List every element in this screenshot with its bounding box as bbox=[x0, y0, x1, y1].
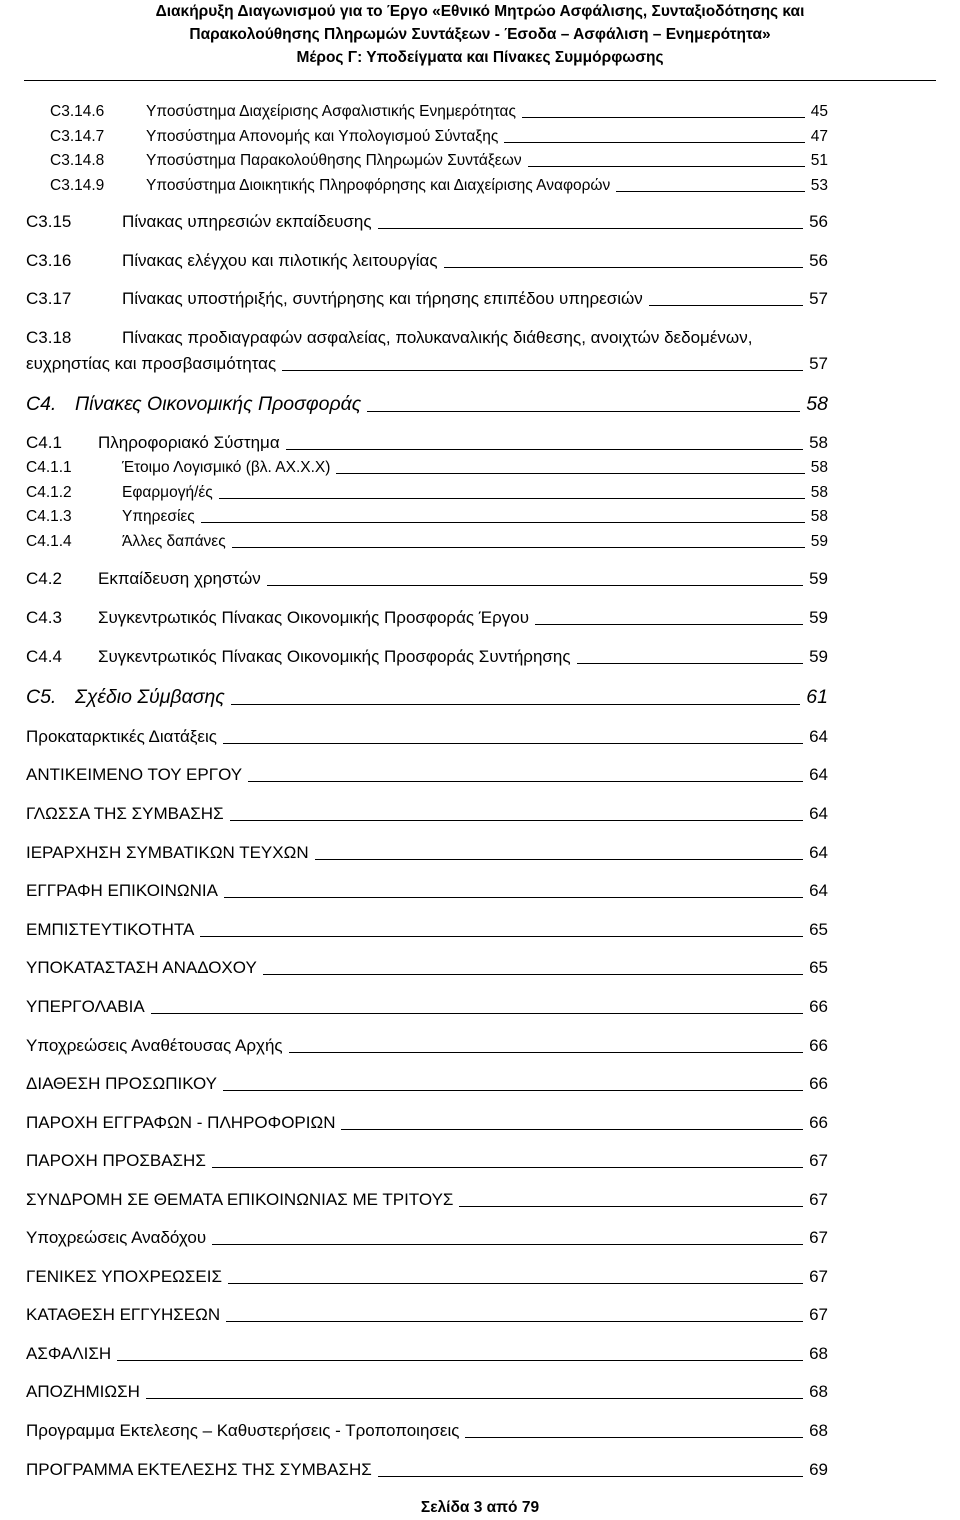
toc-entry[interactable]: ΚΑΤΑΘΕΣΗ ΕΓΓΥΗΣΕΩΝ 67 bbox=[26, 1305, 828, 1324]
toc-page: 59 bbox=[810, 533, 828, 550]
toc-page: 67 bbox=[809, 1228, 828, 1247]
toc-entry[interactable]: ΣΥΝΔΡΟΜΗ ΣΕ ΘΕΜΑΤΑ ΕΠΙΚΟΙΝΩΝΙΑΣ ΜΕ ΤΡΙΤΟΥΣ 67 bbox=[26, 1190, 828, 1209]
toc-entry[interactable]: ΑΠΟΖΗΜΙΩΣΗ 68 bbox=[26, 1382, 828, 1401]
toc-page: 66 bbox=[809, 997, 828, 1016]
toc-page: 67 bbox=[809, 1151, 828, 1170]
toc-leader bbox=[315, 859, 803, 860]
toc-entry[interactable]: ΑΝΤΙΚΕΙΜΕΝΟ ΤΟΥ ΕΡΓΟΥ 64 bbox=[26, 765, 828, 784]
toc-entry[interactable]: C4.4 Συγκεντρωτικός Πίνακας Οικονομικής Προσφοράς Συντήρησης 59 bbox=[26, 647, 828, 666]
toc-page: 56 bbox=[809, 251, 828, 270]
toc-entry[interactable]: C3.16 Πίνακας ελέγχου και πιλοτικής λειτουργίας 56 bbox=[26, 251, 828, 270]
toc-leader bbox=[223, 1090, 803, 1091]
toc-entry[interactable]: C3.14.7 Υποσύστημα Απονομής και Υπολογισμού Σύνταξης 47 bbox=[50, 128, 828, 145]
toc-leader bbox=[231, 704, 801, 705]
toc-leader bbox=[341, 1129, 803, 1130]
toc-leader bbox=[151, 1013, 803, 1014]
header-line-2: Παρακολούθησης Πληρωμών Συντάξεων - Έσοδα – Ασφάλιση – Ενημερότητα» bbox=[189, 26, 771, 43]
toc-page: 66 bbox=[809, 1074, 828, 1093]
toc-entry[interactable]: ΓΛΩΣΣΑ ΤΗΣ ΣΥΜΒΑΣΗΣ 64 bbox=[26, 804, 828, 823]
toc-entry[interactable]: ΓΕΝΙΚΕΣ ΥΠΟΧΡΕΩΣΕΙΣ 67 bbox=[26, 1267, 828, 1286]
toc-leader bbox=[230, 820, 804, 821]
toc-leader bbox=[201, 522, 805, 523]
header-line-1: Διακήρυξη Διαγωνισμού για το Έργο «Εθνικό Μητρώο Ασφάλισης, Συνταξιοδότησης και bbox=[155, 3, 805, 20]
toc-page: 68 bbox=[809, 1421, 828, 1440]
toc-page: 64 bbox=[809, 843, 828, 862]
toc-page: 59 bbox=[809, 647, 828, 666]
toc-entry[interactable]: ΠΡΟΓΡΑΜΜΑ ΕΚΤΕΛΕΣΗΣ ΤΗΣ ΣΥΜΒΑΣΗΣ 69 bbox=[26, 1460, 828, 1479]
toc-page: 59 bbox=[809, 569, 828, 588]
toc-page: 58 bbox=[810, 508, 828, 525]
toc-page: 68 bbox=[809, 1344, 828, 1363]
toc-entry[interactable]: C3.14.8 Υποσύστημα Παρακολούθησης Πληρωμών Συντάξεων 51 bbox=[50, 152, 828, 169]
toc-leader bbox=[367, 411, 800, 412]
toc-leader bbox=[378, 228, 804, 229]
toc-entry[interactable]: ΥΠΕΡΓΟΛΑΒΙΑ 66 bbox=[26, 997, 828, 1016]
toc-page: 66 bbox=[809, 1036, 828, 1055]
toc-entry[interactable]: C4.1.3 Υπηρεσίες 58 bbox=[26, 508, 828, 525]
toc-entry[interactable]: ΥΠΟΚΑΤΑΣΤΑΣΗ ΑΝΑΔΟΧΟΥ 65 bbox=[26, 958, 828, 977]
toc-page: 57 bbox=[809, 354, 828, 373]
toc-entry[interactable]: C4.1.2 Εφαρμογή/ές 58 bbox=[26, 484, 828, 501]
toc-entry[interactable]: C4.3 Συγκεντρωτικός Πίνακας Οικονομικής Προσφοράς Έργου 59 bbox=[26, 608, 828, 627]
toc-page: 57 bbox=[809, 289, 828, 308]
toc-leader bbox=[200, 936, 803, 937]
toc-entry[interactable]: ΙΕΡΑΡΧΗΣΗ ΣΥΜΒΑΤΙΚΩΝ ΤΕΥΧΩΝ 64 bbox=[26, 843, 828, 862]
toc-leader bbox=[286, 449, 803, 450]
toc-entry[interactable]: C4.2 Εκπαίδευση χρηστών 59 bbox=[26, 569, 828, 588]
toc-entry[interactable]: Προκαταρκτικές Διατάξεις 64 bbox=[26, 727, 828, 746]
toc-entry[interactable]: ΕΓΓΡΑΦΗ ΕΠΙΚΟΙΝΩΝΙΑ 64 bbox=[26, 881, 828, 900]
toc-page: 58 bbox=[809, 433, 828, 452]
toc-entry[interactable]: ΠΑΡΟΧΗ ΠΡΟΣΒΑΣΗΣ 67 bbox=[26, 1151, 828, 1170]
toc-page: 53 bbox=[810, 177, 828, 194]
toc-leader bbox=[223, 743, 803, 744]
toc-entry[interactable]: ΕΜΠΙΣΤΕΥΤΙΚΟΤΗΤΑ 65 bbox=[26, 920, 828, 939]
toc-page: 61 bbox=[806, 686, 828, 708]
toc-page: 65 bbox=[809, 920, 828, 939]
toc-page: 64 bbox=[809, 804, 828, 823]
toc-entry[interactable]: C3.17 Πίνακας υποστήριξής, συντήρησης και τήρησης επιπέδου υπηρεσιών 57 bbox=[26, 289, 828, 308]
toc-entry[interactable]: ΑΣΦΑΛΙΣΗ 68 bbox=[26, 1344, 828, 1363]
toc-entry[interactable]: C3.14.6 Υποσύστημα Διαχείρισης Ασφαλιστικής Ενημερότητας 45 bbox=[50, 103, 828, 120]
toc-page: 64 bbox=[809, 765, 828, 784]
toc-page: 65 bbox=[809, 958, 828, 977]
toc-page: 67 bbox=[809, 1267, 828, 1286]
toc-page: 58 bbox=[806, 393, 828, 415]
toc-page: 67 bbox=[809, 1190, 828, 1209]
toc-page: 67 bbox=[809, 1305, 828, 1324]
toc-chapter[interactable]: C5. Σχέδιο Σύμβασης 61 bbox=[26, 686, 828, 708]
toc-leader bbox=[528, 166, 805, 167]
toc-page: 56 bbox=[809, 212, 828, 231]
toc-page: 59 bbox=[809, 608, 828, 627]
toc-leader bbox=[248, 781, 803, 782]
toc-leader bbox=[228, 1283, 803, 1284]
toc-entry[interactable]: ΠΑΡΟΧΗ ΕΓΓΡΑΦΩΝ - ΠΛΗΡΟΦΟΡΙΩΝ 66 bbox=[26, 1113, 828, 1132]
toc-entry[interactable]: C4.1.1 Έτοιμο Λογισμικό (βλ. ΑΧ.Χ.Χ) 58 bbox=[26, 459, 828, 476]
toc-entry[interactable]: C3.14.9 Υποσύστημα Διοικητικής Πληροφόρησης και Διαχείρισης Αναφορών 53 bbox=[50, 177, 828, 194]
toc-leader bbox=[378, 1476, 803, 1477]
toc-leader bbox=[616, 191, 804, 192]
toc-entry[interactable]: Υποχρεώσεις Αναδόχου 67 bbox=[26, 1228, 828, 1247]
toc-page: 69 bbox=[809, 1460, 828, 1479]
toc-chapter[interactable]: C4. Πίνακες Οικονομικής Προσφοράς 58 bbox=[26, 393, 828, 415]
toc-page: 64 bbox=[809, 727, 828, 746]
toc-leader bbox=[504, 142, 804, 143]
toc-leader bbox=[459, 1206, 803, 1207]
toc-page: 58 bbox=[810, 459, 828, 476]
toc-leader bbox=[522, 117, 805, 118]
toc-leader bbox=[232, 547, 805, 548]
toc-entry[interactable]: Υποχρεώσεις Αναθέτουσας Αρχής 66 bbox=[26, 1036, 828, 1055]
toc-leader bbox=[117, 1360, 803, 1361]
toc-leader bbox=[267, 585, 803, 586]
toc-leader bbox=[263, 974, 803, 975]
toc-leader bbox=[535, 624, 803, 625]
toc-leader bbox=[444, 267, 804, 268]
toc-page: 58 bbox=[810, 484, 828, 501]
toc-leader bbox=[282, 370, 803, 371]
toc-leader bbox=[577, 663, 804, 664]
toc-entry[interactable]: C4.1.4 Άλλες δαπάνες 59 bbox=[26, 533, 828, 550]
toc-leader bbox=[212, 1167, 803, 1168]
toc-leader bbox=[289, 1052, 803, 1053]
toc-page: 64 bbox=[809, 881, 828, 900]
toc-leader bbox=[226, 1321, 803, 1322]
toc-leader bbox=[224, 897, 803, 898]
toc-leader bbox=[336, 473, 804, 474]
toc-leader bbox=[465, 1437, 803, 1438]
toc-entry[interactable]: C4.1 Πληροφοριακό Σύστημα 58 bbox=[26, 433, 828, 452]
toc-leader bbox=[649, 305, 803, 306]
toc-entry-line1[interactable]: C3.18 Πίνακας προδιαγραφών ασφαλείας, πολυκαναλικής διάθεσης, ανοιχτών δεδομένων, bbox=[26, 328, 753, 347]
toc-entry[interactable]: C3.15 Πίνακας υπηρεσιών εκπαίδευσης 56 bbox=[26, 212, 828, 231]
toc-leader bbox=[219, 498, 805, 499]
toc-entry[interactable]: ΔΙΑΘΕΣΗ ΠΡΟΣΩΠΙΚΟΥ 66 bbox=[26, 1074, 828, 1093]
toc-page: 66 bbox=[809, 1113, 828, 1132]
page-number-footer: Σελίδα 3 από 79 bbox=[420, 1499, 540, 1516]
toc-leader bbox=[212, 1244, 803, 1245]
toc-page: 68 bbox=[809, 1382, 828, 1401]
toc-entry[interactable]: Προγραμμα Εκτελεσης – Καθυστερήσεις - Τροποποιησεις 68 bbox=[26, 1421, 828, 1440]
toc-page: 45 bbox=[810, 103, 828, 120]
toc-page: 47 bbox=[810, 128, 828, 145]
toc-page: 51 bbox=[810, 152, 828, 169]
toc-entry-line2[interactable]: ευχρηστίας και προσβασιμότητας 57 bbox=[26, 354, 828, 373]
toc-leader bbox=[146, 1398, 803, 1399]
header-line-3: Μέρος Γ: Υποδείγματα και Πίνακες Συμμόρφωσης bbox=[296, 49, 664, 66]
